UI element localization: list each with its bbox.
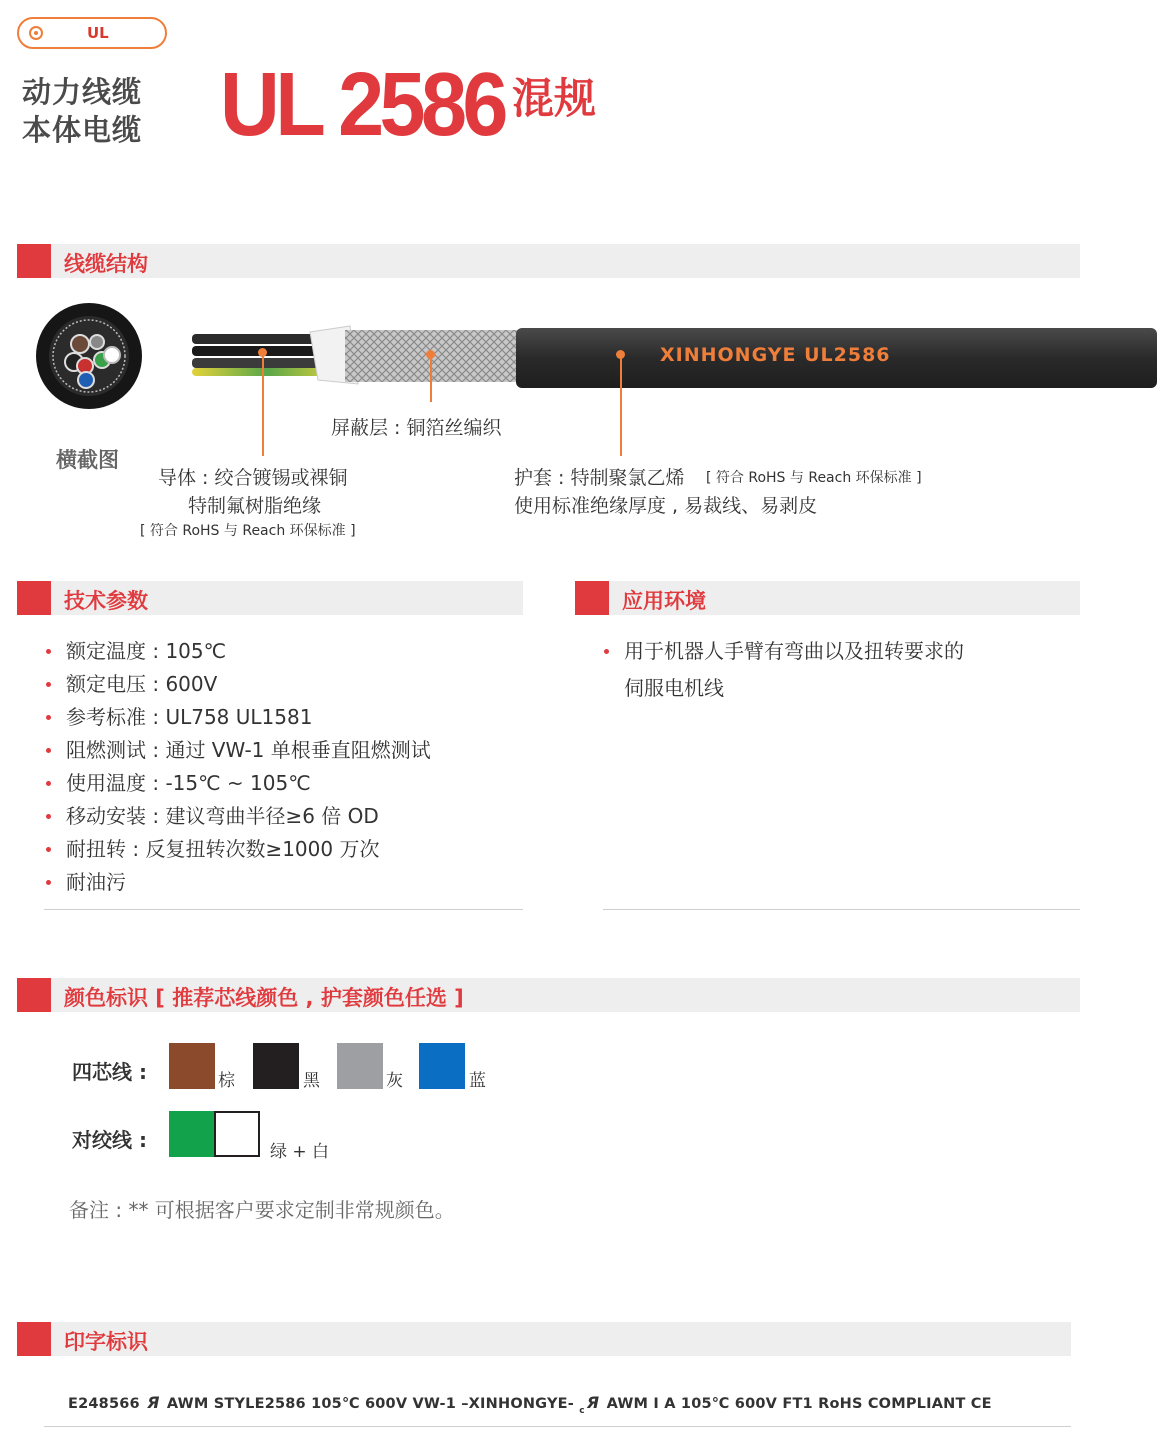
cross-section-image (34, 300, 144, 412)
color-swatch-green (169, 1111, 215, 1157)
section-marker (17, 581, 51, 615)
c-subscript: c (579, 1406, 585, 1416)
insulation-label: 特制氟树脂绝缘 (188, 495, 322, 517)
marking-text-2: AWM I A 105℃ 600V FT1 RoHS COMPLIANT CE (606, 1396, 992, 1412)
shield-leader-line (430, 354, 432, 402)
color-swatch-white (214, 1111, 260, 1157)
remark-note: 备注 : ** 可根据客户要求定制非常规颜色。 (69, 1198, 455, 1222)
marking-text: AWM STYLE2586 105℃ 600V VW-1 –XINHONGYE- (166, 1396, 574, 1412)
target-icon (29, 26, 43, 40)
spec-item: 额定温度 : 105℃ (44, 635, 431, 668)
section-title: 线缆结构 (64, 252, 148, 276)
subtitle-line1: 动力线缆 (22, 75, 143, 109)
jacket-desc: 使用标准绝缘厚度 , 易裁线、易剥皮 (514, 495, 818, 517)
spec-item: 耐油污 (44, 866, 431, 899)
section-title: 颜色标识 [ 推荐芯线颜色 , 护套颜色任选 ] (64, 986, 464, 1010)
section-title: 应用环境 (622, 589, 706, 613)
section-header-marking (17, 1322, 1071, 1356)
application-item: 用于机器人手臂有弯曲以及扭转要求的 (602, 635, 964, 668)
spec-item: 阻燃测试 : 通过 VW-1 单根垂直阻燃测试 (44, 734, 431, 767)
ul-badge (17, 17, 167, 49)
spec-list (44, 635, 431, 899)
conductor-rohs-note: [ 符合 RoHS 与 Reach 环保标准 ] (140, 523, 356, 539)
spec-item: 额定电压 : 600V (44, 668, 431, 701)
section-marker (17, 244, 51, 278)
spec-item: 参考标准 : UL758 UL1581 (44, 701, 431, 734)
cross-section-label: 横截图 (56, 448, 119, 472)
section-header-structure (17, 244, 1080, 278)
color-name: 灰 (386, 1071, 403, 1091)
conductor-leader-line (262, 352, 264, 456)
pair-color-name: 绿 + 白 (270, 1142, 330, 1162)
ul-badge-label: UL (87, 24, 109, 42)
cul-recognized-icon: Я (586, 1393, 600, 1412)
color-name: 黑 (303, 1071, 320, 1091)
jacket-rohs-note: [ 符合 RoHS 与 Reach 环保标准 ] (706, 470, 922, 486)
section-title: 技术参数 (64, 589, 148, 613)
section-marker (575, 581, 609, 615)
color-swatch-brown (169, 1043, 215, 1089)
spec-item: 耐扭转 : 反复扭转次数≥1000 万次 (44, 833, 431, 866)
jacket-print-text: XINHONGYE UL2586 (660, 344, 891, 366)
divider (44, 1426, 1071, 1427)
section-header-application (575, 581, 1080, 615)
four-core-label: 四芯线 : (72, 1060, 147, 1084)
page-title-suffix: 混规 (512, 74, 597, 123)
jacket-leader-line (620, 354, 622, 456)
color-swatch-gray (337, 1043, 383, 1089)
color-name: 棕 (218, 1071, 235, 1091)
section-marker (17, 978, 51, 1012)
application-list (602, 635, 964, 668)
page-title: UL 2586 (220, 55, 504, 155)
section-header-specs (17, 581, 523, 615)
section-title: 印字标识 (64, 1330, 148, 1354)
section-marker (17, 1322, 51, 1356)
file-number: E248566 (68, 1396, 140, 1412)
ul-recognized-icon: Я (147, 1393, 160, 1412)
application-item-cont: 伺服电机线 (624, 676, 724, 700)
color-swatch-blue (419, 1043, 465, 1089)
pair-label: 对绞线 : (72, 1128, 147, 1152)
color-swatch-black (253, 1043, 299, 1089)
divider (44, 909, 523, 910)
jacket-label: 护套 : 特制聚氯乙烯 (514, 467, 685, 489)
color-name: 蓝 (469, 1071, 486, 1091)
spec-item: 使用温度 : -15℃ ~ 105℃ (44, 767, 431, 800)
shield-label: 屏蔽层 : 铜箔丝编织 (331, 417, 502, 439)
section-header-colors (17, 978, 1080, 1012)
divider (603, 909, 1080, 910)
subtitle-line2: 本体电缆 (22, 113, 143, 147)
print-marking-line (68, 1393, 992, 1416)
conductor-label: 导体 : 绞合镀锡或裸铜 (158, 467, 348, 489)
spec-item: 移动安装 : 建议弯曲半径≥6 倍 OD (44, 800, 431, 833)
